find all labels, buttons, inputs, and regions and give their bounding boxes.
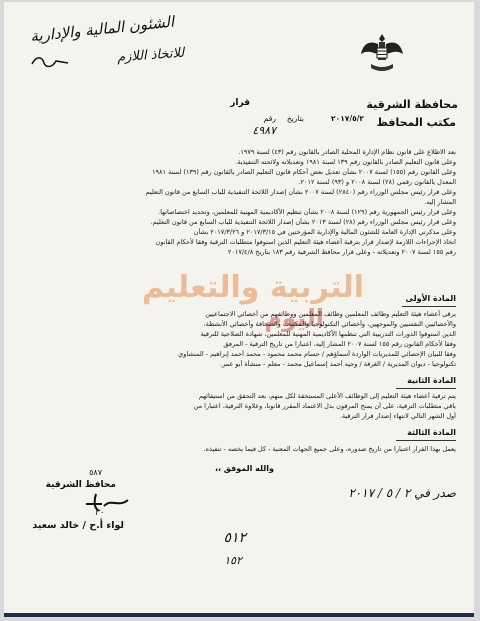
handwritten-note-line1: الشئون المالية والإدارية <box>29 12 175 46</box>
signature-title: محافظ الشرقية <box>45 480 116 490</box>
preamble-line: بعد الاطلاع على قانون نظام الإدارة المحلية الصادر بالقانون رقم (٤٣) لسنة ١٩٧٩. <box>238 148 456 156</box>
article1-line: يرقى أعضاء هيئة التعليم وظائف المعلمين وظائف المعلمين ووظائفهم من أخصائي الاجتماعيين <box>205 310 456 318</box>
preamble-line: وعلى قرار رئيس مجلس الوزراء رقم (٢٨٤٠) لسنة ٢٠٠٧ بشأن إصدار اللائحة التنفيذية للباب السابع من قانون التعليم <box>145 188 456 196</box>
preamble-line: وعلى القانون رقم (١٥٥) لسنة ٢٠٠٧ بشأن تعديل بعض أحكام قانون التعليم الصادر بالقانون رقم (١٣٩) لسنة ١٩٨١ <box>152 168 456 176</box>
preamble-line: وعلى مذكرتي الإدارة العامة للشئون المالية والإدارية المؤرختين في ٢٠١٧/٣/١٥ و ٢٠١٧/٣/٢٦ بشأن <box>193 228 456 236</box>
handwritten-date: صدر في ٢ / ٥ / ٢٠١٧ <box>348 486 456 500</box>
date-label: بتاريخ <box>286 114 304 123</box>
article2-line: باقي متطلبات الترقية، على أن يمنح المرقون بدل الاعتماد المقرر قانونا، وعلاوة الترقية، اعتبارا من <box>193 402 456 410</box>
article1-line: تكنولوجيا - ديوان المديرية / الغرفة / وجيه أحمد إسماعيل محمد - معلم - منشأة أبو عمر. <box>219 360 456 368</box>
signatory-name: لواء أ.ح / خالد سعيد <box>32 520 124 531</box>
preamble-line: رقم ١٥٥ لسنة ٢٠٠٧ وتعديلاته - وعلى قرار محافظ الشرقية رقم ١٨٣ بتاريخ ٢٠١٧/٤/٨ <box>227 248 456 256</box>
watermark-line1: التربية والتعليم <box>142 270 364 305</box>
decree-number: ٤٩٨٧ <box>252 124 276 137</box>
governorate-name: محافظة الشرقية <box>366 98 458 111</box>
article3-title: المادة الثالثة <box>407 428 456 437</box>
article2-line: أول الشهر التالي لانتهاء إصدار قرار الترقية. <box>339 412 456 420</box>
date-value: ٢٠١٧/٥/٢ <box>331 114 364 123</box>
article1-title: المادة الأولى <box>405 294 456 303</box>
decree-page <box>4 2 474 617</box>
article2-underline <box>396 388 456 389</box>
watermark-line2: اليوم <box>264 304 324 332</box>
eagle-emblem-icon <box>359 30 405 76</box>
preamble-line: المشار إليه. <box>424 198 456 206</box>
article2-line: يتم ترقية أعضاء هيئة التعليم إلى الوظائف الأعلى المستحقة لكل منهم، بعد التحقق من استيفائهم <box>198 392 456 400</box>
closing-phrase: والله الموفق ،، <box>214 464 274 473</box>
handwritten-initials: ٥١٢ <box>223 530 246 546</box>
article2-title: المادة الثانية <box>407 376 456 385</box>
preamble-line: اتخاذ الإجراءات اللازمة لإصدار قرار بترقية أعضاء هيئة التعليم الذين استوفوا متطلبات الترقية وفقا لأحكام القانون <box>155 238 456 246</box>
article1-underline <box>402 306 456 307</box>
preamble-line: وعلى قانون التعليم الصادر بالقانون رقم ١٣٩ لسنة ١٩٨١ وتعديلاته ولائحته التنفيذية. <box>235 158 456 166</box>
scan-edge-stripe <box>4 613 474 617</box>
signature-number: ٥٨٧ <box>89 468 102 477</box>
handwritten-flourish-icon <box>30 54 70 70</box>
preamble-line: وعلى قرار رئيس الجمهورية رقم (١٢٩) لسنة ٢٠٠٨ بشأن تنظيم الأكاديمية المهنية للمعلمين، وتحديد اختصاصاتها. <box>158 208 456 216</box>
office-name: مكتب المحافظ <box>376 116 456 129</box>
signature-scribble-icon <box>82 490 132 514</box>
signature-scribble-text: ٣٠ <box>94 508 104 518</box>
article3-line: يعمل بهذا القرار اعتبارا من تاريخ صدوره، وعلى جميع الجهات المعنية - كل فيما يخصه - تنفيذه. <box>203 445 456 453</box>
article3-underline <box>396 440 456 441</box>
article1-line: والأخصائيين النفسيين والموجهين، وأخصائي التكنولوجيا والمكتبات والصحافة وأخصائي الأنشطة، <box>203 320 456 328</box>
decree-label: قرار <box>230 98 250 108</box>
number-label: رقم <box>263 114 276 123</box>
article1-line: وفقا لأحكام القانون رقم ١٥٥ لسنة ٢٠٠٧ المشار إليه، اعتبارا من تاريخ الترقية - المرفق <box>223 340 456 348</box>
article1-line: وفقا للبيان الإحصائي للمديريات الواردة أسماؤهم / حسام محمد محمود - محمد أحمد إبراهيم - المنشاوي <box>178 350 456 358</box>
preamble-line: المعدل بالقانون رقمي (٢٨) لسنة ٢٠٠٨ و (٩٣) لسنة ٢٠١٢. <box>298 178 456 186</box>
handwritten-note-line2: للاتخاذ اللازم <box>116 45 185 66</box>
article1-line: الذين استوفوا الدورات التدريبية التي تنظمها الأكاديمية المهنية للمعلمين، شهادة الصلاحية للترقية <box>200 330 456 338</box>
preamble-line: وعلى قرار رئيس مجلس الوزراء رقم (٢٨) لسنة ٢٠١٣ بشأن إصدار اللائحة التنفيذية للباب السابع من قانون التعليم. <box>150 218 456 226</box>
handwritten-initials-2: ١٥٢ <box>224 554 242 567</box>
